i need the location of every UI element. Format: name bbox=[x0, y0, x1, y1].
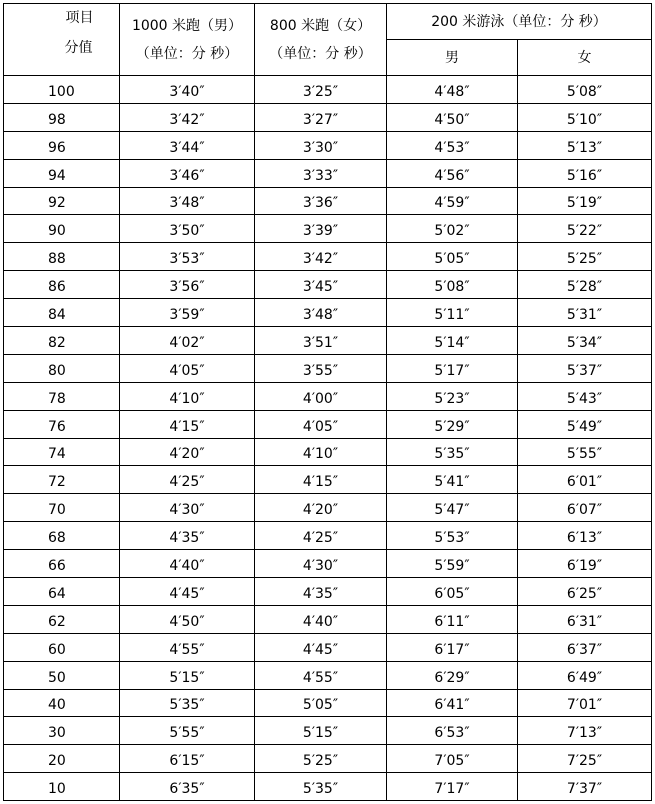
run-female-cell: 5′35″ bbox=[255, 773, 387, 801]
swim-female-cell: 6′49″ bbox=[518, 661, 652, 689]
header-swim-female: 女 bbox=[518, 40, 652, 76]
swim-male-cell: 6′41″ bbox=[387, 689, 518, 717]
swim-male-cell: 4′48″ bbox=[387, 76, 518, 104]
score-cell: 10 bbox=[4, 773, 120, 801]
swim-female-cell: 6′07″ bbox=[518, 494, 652, 522]
header-run-female-title: 800 米跑（女） bbox=[269, 17, 372, 34]
header-run-male-unit: （单位：分 秒） bbox=[135, 45, 239, 62]
table-row bbox=[4, 438, 652, 466]
run-female-cell: 3′33″ bbox=[255, 159, 387, 187]
run-female-cell: 3′27″ bbox=[255, 103, 387, 131]
run-male-cell: 3′50″ bbox=[120, 215, 255, 243]
table-row bbox=[4, 354, 652, 382]
swim-female-cell: 6′25″ bbox=[518, 578, 652, 606]
corner-label-item: 项目 bbox=[65, 10, 94, 26]
run-male-cell: 5′55″ bbox=[120, 717, 255, 745]
score-cell: 92 bbox=[4, 187, 120, 215]
run-male-cell: 4′05″ bbox=[120, 354, 255, 382]
run-female-cell: 4′20″ bbox=[255, 494, 387, 522]
run-female-cell: 3′55″ bbox=[255, 354, 387, 382]
run-male-cell: 4′15″ bbox=[120, 410, 255, 438]
scoring-table-sheet bbox=[3, 3, 652, 801]
run-male-cell: 5′15″ bbox=[120, 661, 255, 689]
run-male-cell: 3′48″ bbox=[120, 187, 255, 215]
score-cell: 70 bbox=[4, 494, 120, 522]
swim-male-cell: 5′05″ bbox=[387, 243, 518, 271]
header-run-female-unit: （单位：分 秒） bbox=[269, 45, 372, 62]
score-cell: 74 bbox=[4, 438, 120, 466]
score-cell: 72 bbox=[4, 466, 120, 494]
run-male-cell: 4′45″ bbox=[120, 578, 255, 606]
run-female-cell: 4′45″ bbox=[255, 633, 387, 661]
swim-female-cell: 5′49″ bbox=[518, 410, 652, 438]
corner-header-cell bbox=[4, 4, 120, 76]
header-run-female bbox=[255, 4, 387, 76]
run-female-cell: 3′42″ bbox=[255, 243, 387, 271]
table-row bbox=[4, 633, 652, 661]
score-cell: 88 bbox=[4, 243, 120, 271]
score-cell: 76 bbox=[4, 410, 120, 438]
table-row bbox=[4, 131, 652, 159]
header-swim-male: 男 bbox=[387, 40, 518, 76]
swim-male-cell: 5′35″ bbox=[387, 438, 518, 466]
score-cell: 64 bbox=[4, 578, 120, 606]
score-cell: 90 bbox=[4, 215, 120, 243]
swim-male-cell: 6′29″ bbox=[387, 661, 518, 689]
run-female-cell: 3′25″ bbox=[255, 76, 387, 104]
score-cell: 30 bbox=[4, 717, 120, 745]
swim-female-cell: 5′31″ bbox=[518, 299, 652, 327]
swim-female-cell: 5′28″ bbox=[518, 271, 652, 299]
swim-male-cell: 5′47″ bbox=[387, 494, 518, 522]
run-male-cell: 4′25″ bbox=[120, 466, 255, 494]
table-row bbox=[4, 76, 652, 104]
run-male-cell: 4′55″ bbox=[120, 633, 255, 661]
table-row bbox=[4, 466, 652, 494]
score-cell: 94 bbox=[4, 159, 120, 187]
swim-female-cell: 7′37″ bbox=[518, 773, 652, 801]
score-cell: 86 bbox=[4, 271, 120, 299]
table-body bbox=[4, 76, 652, 801]
swim-male-cell: 6′11″ bbox=[387, 605, 518, 633]
swim-female-cell: 5′13″ bbox=[518, 131, 652, 159]
table-row bbox=[4, 494, 652, 522]
swim-male-cell: 5′59″ bbox=[387, 550, 518, 578]
swim-female-cell: 5′10″ bbox=[518, 103, 652, 131]
swim-female-cell: 5′19″ bbox=[518, 187, 652, 215]
score-cell: 80 bbox=[4, 354, 120, 382]
swim-male-cell: 6′53″ bbox=[387, 717, 518, 745]
run-male-cell: 6′35″ bbox=[120, 773, 255, 801]
swim-male-cell: 5′23″ bbox=[387, 382, 518, 410]
swim-female-cell: 6′37″ bbox=[518, 633, 652, 661]
score-cell: 82 bbox=[4, 327, 120, 355]
run-female-cell: 5′25″ bbox=[255, 745, 387, 773]
swim-female-cell: 6′19″ bbox=[518, 550, 652, 578]
run-female-cell: 3′51″ bbox=[255, 327, 387, 355]
swim-female-cell: 5′37″ bbox=[518, 354, 652, 382]
run-female-cell: 3′45″ bbox=[255, 271, 387, 299]
swim-male-cell: 5′53″ bbox=[387, 522, 518, 550]
run-male-cell: 3′42″ bbox=[120, 103, 255, 131]
swim-male-cell: 5′29″ bbox=[387, 410, 518, 438]
run-female-cell: 3′48″ bbox=[255, 299, 387, 327]
run-female-cell: 5′05″ bbox=[255, 689, 387, 717]
table-row bbox=[4, 578, 652, 606]
score-cell: 68 bbox=[4, 522, 120, 550]
score-cell: 40 bbox=[4, 689, 120, 717]
swim-male-cell: 5′02″ bbox=[387, 215, 518, 243]
run-female-cell: 3′39″ bbox=[255, 215, 387, 243]
swim-female-cell: 5′22″ bbox=[518, 215, 652, 243]
header-swim: 200 米游泳（单位：分 秒） bbox=[387, 4, 652, 40]
run-male-cell: 4′30″ bbox=[120, 494, 255, 522]
swim-female-cell: 5′25″ bbox=[518, 243, 652, 271]
table-row bbox=[4, 299, 652, 327]
table-row bbox=[4, 187, 652, 215]
table-row bbox=[4, 215, 652, 243]
table-header bbox=[4, 4, 652, 76]
table-row bbox=[4, 745, 652, 773]
score-cell: 78 bbox=[4, 382, 120, 410]
table-row bbox=[4, 717, 652, 745]
table-row bbox=[4, 159, 652, 187]
table-row bbox=[4, 271, 652, 299]
score-cell: 100 bbox=[4, 76, 120, 104]
swim-male-cell: 5′08″ bbox=[387, 271, 518, 299]
run-female-cell: 4′55″ bbox=[255, 661, 387, 689]
score-cell: 60 bbox=[4, 633, 120, 661]
run-male-cell: 3′53″ bbox=[120, 243, 255, 271]
run-female-cell: 4′25″ bbox=[255, 522, 387, 550]
swim-male-cell: 6′05″ bbox=[387, 578, 518, 606]
swim-female-cell: 5′43″ bbox=[518, 382, 652, 410]
swim-female-cell: 5′08″ bbox=[518, 76, 652, 104]
score-cell: 20 bbox=[4, 745, 120, 773]
run-male-cell: 6′15″ bbox=[120, 745, 255, 773]
swim-male-cell: 4′50″ bbox=[387, 103, 518, 131]
run-male-cell: 3′46″ bbox=[120, 159, 255, 187]
table-row bbox=[4, 410, 652, 438]
swim-female-cell: 5′55″ bbox=[518, 438, 652, 466]
run-female-cell: 4′15″ bbox=[255, 466, 387, 494]
swim-male-cell: 4′59″ bbox=[387, 187, 518, 215]
swim-female-cell: 7′01″ bbox=[518, 689, 652, 717]
run-male-cell: 3′59″ bbox=[120, 299, 255, 327]
table-row bbox=[4, 522, 652, 550]
run-female-cell: 4′05″ bbox=[255, 410, 387, 438]
score-cell: 66 bbox=[4, 550, 120, 578]
swim-male-cell: 5′17″ bbox=[387, 354, 518, 382]
run-male-cell: 4′10″ bbox=[120, 382, 255, 410]
score-cell: 98 bbox=[4, 103, 120, 131]
swim-male-cell: 7′05″ bbox=[387, 745, 518, 773]
score-cell: 50 bbox=[4, 661, 120, 689]
swim-female-cell: 5′34″ bbox=[518, 327, 652, 355]
run-male-cell: 3′44″ bbox=[120, 131, 255, 159]
run-female-cell: 3′36″ bbox=[255, 187, 387, 215]
header-run-male bbox=[120, 4, 255, 76]
run-female-cell: 4′00″ bbox=[255, 382, 387, 410]
table-row bbox=[4, 550, 652, 578]
run-male-cell: 4′35″ bbox=[120, 522, 255, 550]
table-row bbox=[4, 605, 652, 633]
run-female-cell: 4′30″ bbox=[255, 550, 387, 578]
run-male-cell: 4′40″ bbox=[120, 550, 255, 578]
header-run-male-title: 1000 米跑（男） bbox=[131, 17, 243, 34]
swim-female-cell: 6′13″ bbox=[518, 522, 652, 550]
swim-female-cell: 5′16″ bbox=[518, 159, 652, 187]
run-male-cell: 3′40″ bbox=[120, 76, 255, 104]
run-male-cell: 3′56″ bbox=[120, 271, 255, 299]
scoring-table bbox=[3, 3, 652, 801]
swim-male-cell: 5′41″ bbox=[387, 466, 518, 494]
swim-male-cell: 4′53″ bbox=[387, 131, 518, 159]
swim-male-cell: 5′14″ bbox=[387, 327, 518, 355]
run-female-cell: 5′15″ bbox=[255, 717, 387, 745]
run-male-cell: 5′35″ bbox=[120, 689, 255, 717]
swim-male-cell: 6′17″ bbox=[387, 633, 518, 661]
run-female-cell: 4′10″ bbox=[255, 438, 387, 466]
swim-female-cell: 7′13″ bbox=[518, 717, 652, 745]
table-row bbox=[4, 689, 652, 717]
table-row bbox=[4, 103, 652, 131]
run-male-cell: 4′20″ bbox=[120, 438, 255, 466]
score-cell: 96 bbox=[4, 131, 120, 159]
run-female-cell: 4′40″ bbox=[255, 605, 387, 633]
run-female-cell: 4′35″ bbox=[255, 578, 387, 606]
swim-male-cell: 5′11″ bbox=[387, 299, 518, 327]
score-cell: 84 bbox=[4, 299, 120, 327]
table-row bbox=[4, 773, 652, 801]
table-row bbox=[4, 327, 652, 355]
corner-label-score: 分值 bbox=[64, 40, 93, 56]
swim-female-cell: 6′31″ bbox=[518, 605, 652, 633]
run-male-cell: 4′50″ bbox=[120, 605, 255, 633]
run-male-cell: 4′02″ bbox=[120, 327, 255, 355]
swim-female-cell: 7′25″ bbox=[518, 745, 652, 773]
table-row bbox=[4, 243, 652, 271]
run-female-cell: 3′30″ bbox=[255, 131, 387, 159]
score-cell: 62 bbox=[4, 605, 120, 633]
swim-male-cell: 4′56″ bbox=[387, 159, 518, 187]
swim-male-cell: 7′17″ bbox=[387, 773, 518, 801]
swim-female-cell: 6′01″ bbox=[518, 466, 652, 494]
table-row bbox=[4, 661, 652, 689]
table-row bbox=[4, 382, 652, 410]
